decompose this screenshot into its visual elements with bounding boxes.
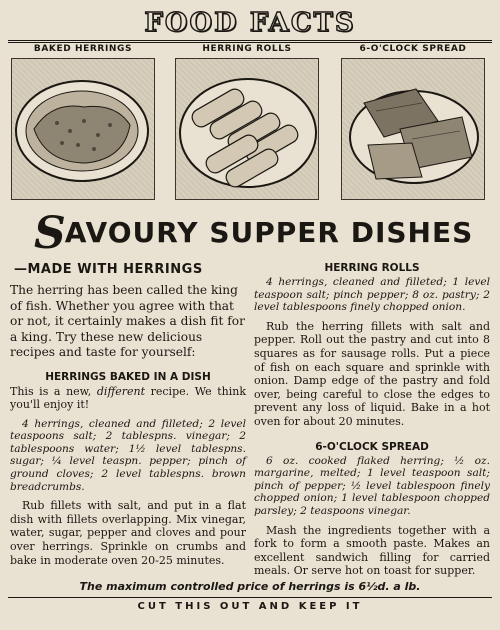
masthead-title: FOOD FACTS xyxy=(144,8,356,38)
subheadline: —MADE WITH HERRINGS xyxy=(14,262,203,277)
picture-herring-rolls xyxy=(172,44,322,200)
picture-baked-herrings xyxy=(8,44,158,200)
picture-caption: HERRING ROLLS xyxy=(202,44,292,54)
baked-intro-emphasis: different xyxy=(96,384,146,398)
headline-text: AVOURY SUPPER DISHES xyxy=(64,216,474,249)
spread-heading: 6-O'CLOCK SPREAD xyxy=(315,440,429,453)
baked-herrings-heading: HERRINGS BAKED IN A DISH xyxy=(45,370,211,383)
masthead xyxy=(8,6,492,43)
herring-rolls-ingredients: 4 herrings, cleaned and filleted; 1 level teaspoon salt; pinch pepper; 8 oz. pastry; 2 level tablespoons finely chopped onion. xyxy=(254,276,490,314)
right-column xyxy=(254,262,490,578)
price-note: The maximum controlled price of herrings is 6½d. a lb. xyxy=(79,580,421,593)
baked-herrings-illustration xyxy=(11,58,155,200)
herring-rolls-illustration xyxy=(175,58,319,200)
baked-intro-pre: This is a new, xyxy=(10,384,97,398)
spread-method: Mash the ingredients together with a fork to form a smooth paste. Makes an excellent sandwich filling for carried meals. Or serve hot on toast for supper. xyxy=(254,523,490,578)
six-oclock-spread-illustration xyxy=(341,58,485,200)
baked-herrings-intro xyxy=(10,385,246,412)
cut-out-note: CUT THIS OUT AND KEEP IT xyxy=(137,601,363,612)
picture-six-oclock-spread xyxy=(338,44,488,200)
baked-herrings-ingredients: 4 herrings, cleaned and filleted; 2 level teaspoons salt; 2 tablespns. vinegar; 2 tablespoons water; 1½ level tablespns. sugar; ¼ level teaspn. pepper; pinch of ground cloves; 2 level tablespns. brown breadcrumbs. xyxy=(10,417,246,493)
baked-herrings-method: Rub fillets with salt, and put in a flat dish with fillets overlapping. Mix vinegar, water, sugar, pepper and cloves and pour over herrings. Sprinkle on crumbs and bake in moderate oven 20-25 minutes. xyxy=(10,499,246,567)
picture-caption: 6-O'CLOCK SPREAD xyxy=(359,44,467,54)
herring-rolls-heading: HERRING ROLLS xyxy=(324,262,420,274)
headline-initial: S xyxy=(34,208,67,259)
spread-ingredients: 6 oz. cooked flaked herring; ½ oz. margarine, melted; 1 level teaspoon salt; pinch of pepper; ½ level tablespoon finely chopped onion; 1 level tablespoon chopped parsley; 2 teaspoons vinegar. xyxy=(254,454,490,517)
picture-caption: BAKED HERRINGS xyxy=(33,44,133,54)
herring-rolls-method: Rub the herring fillets with salt and pepper. Roll out the pastry and cut into 8 squares as for sausage rolls. Put a piece of fish on each square and sprinkle with onion. Damp edge of the pastry and fold over, being careful to close the edges to prevent any loss of liquid. Bake in a hot oven for about 20 minutes. xyxy=(254,319,490,428)
divider xyxy=(8,597,492,598)
baked-intro-post: recipe. We think you'll enjoy it! xyxy=(10,384,246,412)
headline xyxy=(34,208,474,259)
intro-paragraph: The herring has been called the king of fish. Whether you agree with that or not, it certainly makes a dish fit for a king. Try these new delicious recipes and taste for yourself: xyxy=(10,283,245,359)
left-column xyxy=(10,262,246,567)
